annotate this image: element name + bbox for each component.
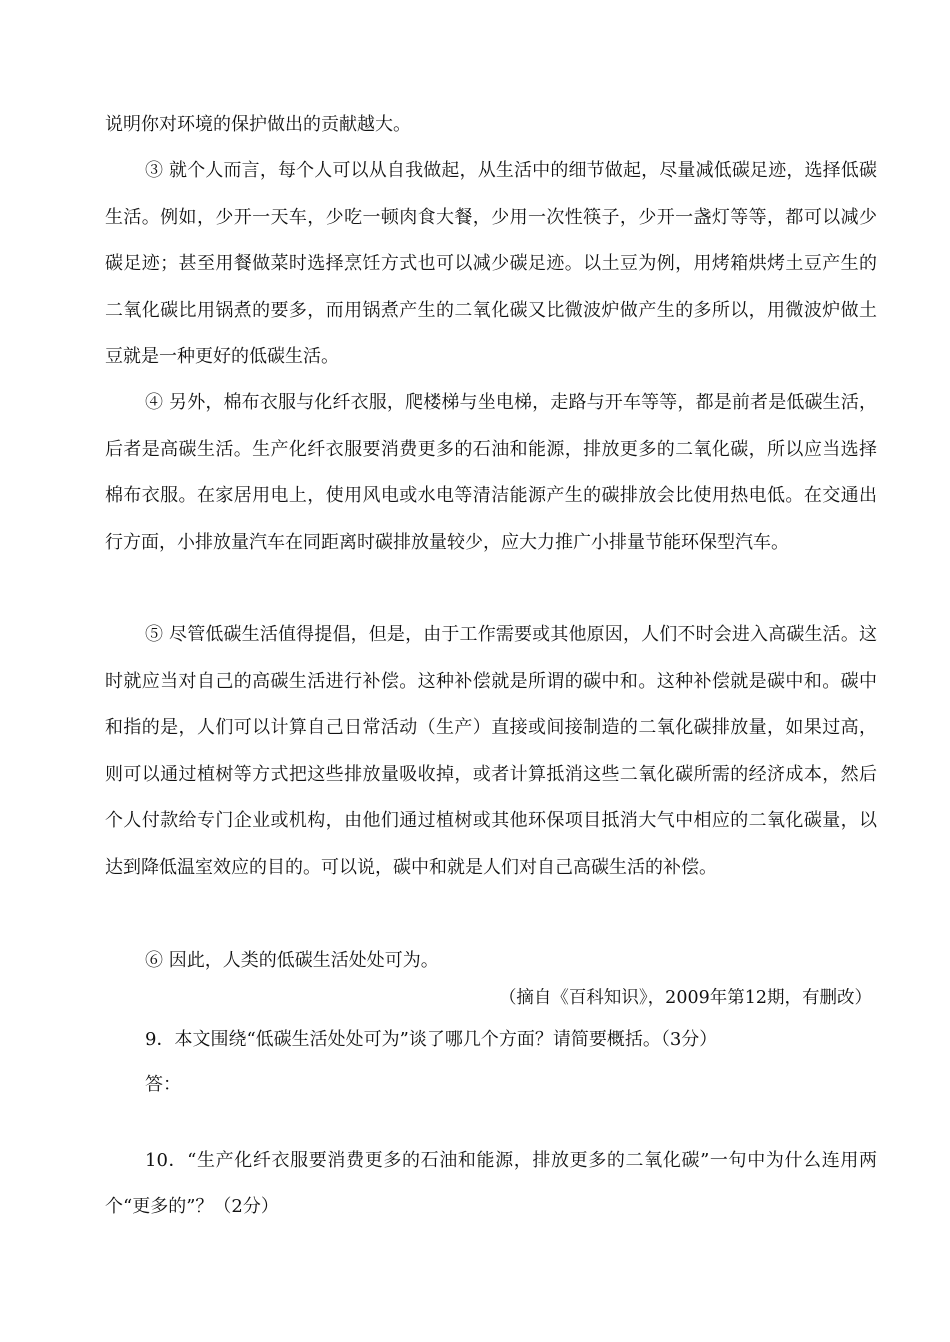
paragraph-continuation: 说明你对环境的保护做出的贡献越大。 (105, 114, 411, 135)
source-citation: （摘自《百科知识》，2009年第12期，有删改） (498, 988, 872, 1008)
question-9: 9．本文围绕“低碳生活处处可为”谈了哪几个方面？请简要概括。（3分） (145, 1029, 718, 1050)
question-9-answer-label: 答： (145, 1074, 181, 1095)
paragraph-3: ③ 就个人而言，每个人可以从自我做起，从生活中的细节做起，尽量减低碳足迹，选择低碳生活。例如，少开一天车，少吃一顿肉食大餐，少用一次性筷子，少开一盏灯等等，都可以减少碳足迹；甚至用餐做菜时选择烹饪方式也可以减少碳足迹。以土豆为例，用烤箱烘烤土豆产生的二氧化碳比用锅煮的要多，而用锅煮产生的二氧化碳又比微波炉做产生的多所以，用微波炉做土豆就是一种更好的低碳生活。 (105, 160, 877, 367)
question-10: 10．“生产化纤衣服要消费更多的石油和能源，排放更多的二氧化碳”一句中为什么连用两个“更多的”？（2分） (105, 1150, 877, 1217)
paragraph-6: ⑥ 因此，人类的低碳生活处处可为。 (145, 950, 439, 971)
paragraph-5: ⑤ 尽管低碳生活值得提倡，但是，由于工作需要或其他原因，人们不时会进入高碳生活。这时就应当对自己的高碳生活进行补偿。这种补偿就是所谓的碳中和。这种补偿就是碳中和。碳中和指的是，人们可以计算自己日常活动（生产）直接或间接制造的二氧化碳排放量，如果过高，则可以通过植树等方式把这些排放量吸收掉，或者计算抵消这些二氧化碳所需的经济成本，然后个人付款给专门企业或机构，由他们通过植树或其他环保项目抵消大气中相应的二氧化碳量，以达到降低温室效应的目的。可以说，碳中和就是人们对自己高碳生活的补偿。 (105, 624, 877, 878)
paragraph-4: ④ 另外，棉布衣服与化纤衣服，爬楼梯与坐电梯，走路与开车等等，都是前者是低碳生活，后者是高碳生活。生产化纤衣服要消费更多的石油和能源，排放更多的二氧化碳，所以应当选择棉布衣服。在家居用电上，使用风电或水电等清洁能源产生的碳排放会比使用热电低。在交通出行方面，小排放量汽车在同距离时碳排放量较少，应大力推广小排量节能环保型汽车。 (105, 392, 877, 553)
